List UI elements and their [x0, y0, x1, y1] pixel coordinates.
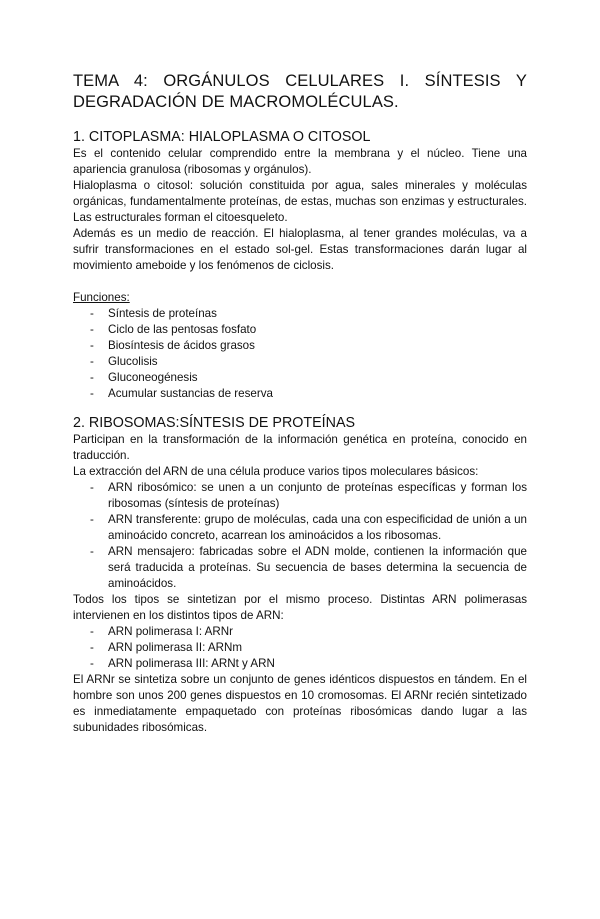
list-item-text: ARN mensajero: fabricadas sobre el ADN molde, contienen la información que será traducida a proteínas. Su secuencia de bases determina la secuencia de aminoácidos. [108, 545, 527, 590]
list-item: - Ciclo de las pentosas fosfato [90, 323, 257, 336]
paragraph: Todos los tipos se sintetizan por el mismo proceso. Distintas ARN polimerasas intervienen en los distintos tipos de ARN: [73, 593, 527, 622]
list-item-text: ARN transferente: grupo de moléculas, cada una con especificidad de unión a un aminoácido concreto, acarrean los aminoácidos a los ribosomas. [108, 513, 527, 542]
list-item-text: Ciclo de las pentosas fosfato [108, 323, 257, 336]
document-page [0, 71, 600, 919]
list-item: - ARN polimerasa II: ARNm [90, 641, 243, 654]
list-item-text: ARN polimerasa I: ARNr [108, 625, 233, 638]
paragraph: Además es un medio de reacción. El hialoplasma, al tener grandes moléculas, va a sufrir transformaciones en el estado sol-gel. Estas transformaciones darán lugar al movimiento ameboide y los fenómenos de ciclosis. [73, 227, 527, 272]
section-heading-ribosomas: 2. RIBOSOMAS:SÍNTESIS DE PROTEÍNAS [73, 415, 356, 431]
list-item-text: Biosíntesis de ácidos grasos [108, 339, 255, 352]
list-item: - Glucolisis [90, 355, 158, 368]
functions-list [73, 306, 527, 402]
section-citoplasma [73, 128, 527, 402]
paragraph: La extracción del ARN de una célula produce varios tipos moleculares básicos: [73, 465, 479, 478]
list-item: - Biosíntesis de ácidos grasos [90, 339, 255, 352]
list-item: - Síntesis de proteínas [90, 307, 217, 320]
list-item-text: ARN polimerasa II: ARNm [108, 641, 243, 654]
list-item-text: Glucolisis [108, 355, 158, 368]
page-title: TEMA 4: ORGÁNULOS CELULARES I. SÍNTESIS Y DEGRADACIÓN DE MACROMOLÉCULAS. [73, 72, 527, 111]
list-item: - ARN transferente: grupo de moléculas, cada una con especificidad de unión a un aminoácido concreto, acarrean los aminoácidos a los ribosomas. [90, 513, 527, 542]
list-item: - Gluconeogénesis [90, 371, 198, 384]
polymerases-list [73, 624, 527, 672]
functions-label: Funciones: [73, 291, 130, 304]
list-item: - ARN mensajero: fabricadas sobre el ADN molde, contienen la información que será traducida a proteínas. Su secuencia de bases determina la secuencia de aminoácidos. [90, 545, 527, 590]
list-item: - ARN ribosómico: se unen a un conjunto de proteínas específicas y forman los ribosomas (síntesis de proteínas) [90, 481, 527, 510]
section-ribosomas [73, 414, 527, 736]
list-item-text: Acumular sustancias de reserva [108, 387, 273, 400]
list-item-text: Gluconeogénesis [108, 371, 198, 384]
list-item: - Acumular sustancias de reserva [90, 387, 273, 400]
list-item-text: ARN ribosómico: se unen a un conjunto de proteínas específicas y forman los ribosomas (síntesis de proteínas) [108, 481, 527, 510]
paragraph: Hialoplasma o citosol: solución constituida por agua, sales minerales y moléculas orgánicas, fundamentalmente proteínas, de estas, muchas son enzimas y estructurales. Las estructurales forman el citoesqueleto. [73, 179, 527, 224]
section-heading-citoplasma: 1. CITOPLASMA: HIALOPLASMA O CITOSOL [73, 129, 371, 145]
rna-types-list [73, 480, 527, 592]
list-item-text: Síntesis de proteínas [108, 307, 217, 320]
list-item: - ARN polimerasa I: ARNr [90, 625, 233, 638]
paragraph: Participan en la transformación de la información genética en proteína, conocido en traducción. [73, 433, 527, 462]
paragraph: Es el contenido celular comprendido entre la membrana y el núcleo. Tiene una apariencia granulosa (ribosomas y orgánulos). [73, 147, 527, 176]
list-item-text: ARN polimerasa III: ARNt y ARN [108, 657, 275, 670]
list-item: - ARN polimerasa III: ARNt y ARN [90, 657, 275, 670]
paragraph: El ARNr se sintetiza sobre un conjunto de genes idénticos dispuestos en tándem. En el hombre son unos 200 genes dispuestos en 10 cromosomas. El ARNr recién sintetizado es inmediatamente empaquetado con proteínas ribosómicas dando lugar a las subunidades ribosómicas. [73, 673, 527, 734]
